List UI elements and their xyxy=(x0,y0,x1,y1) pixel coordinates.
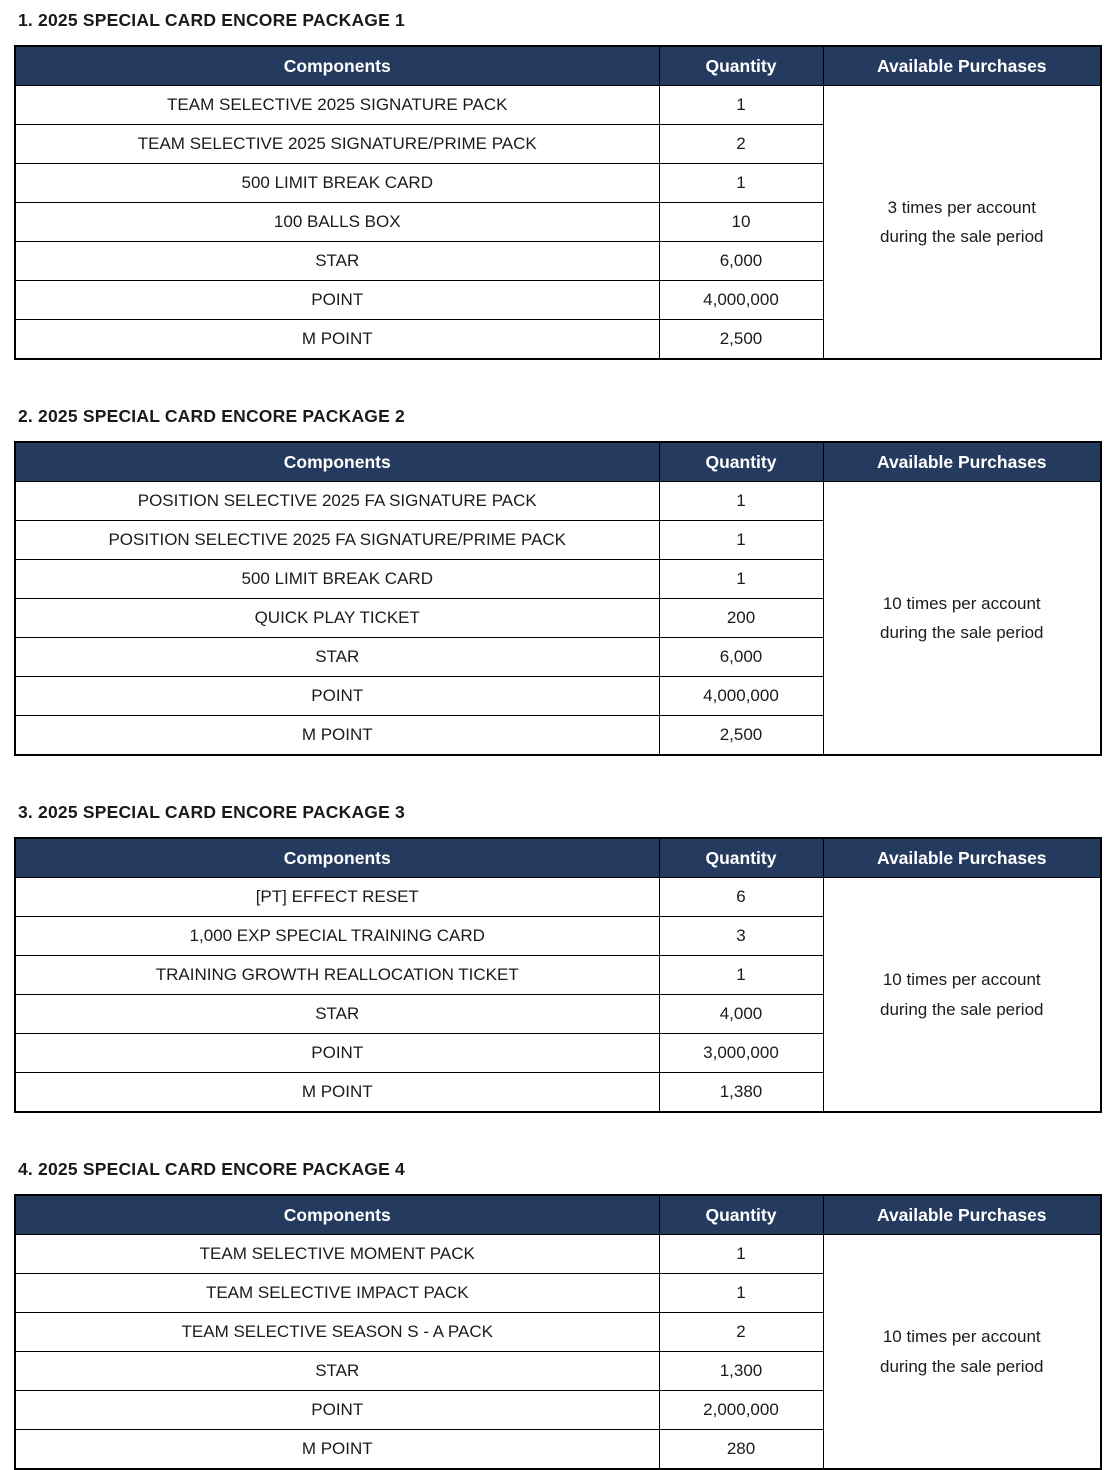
col-header-components: Components xyxy=(15,442,659,482)
component-cell: POINT xyxy=(15,281,659,320)
header-row xyxy=(15,46,1101,86)
quantity-cell: 2,500 xyxy=(659,716,823,756)
table-body xyxy=(15,482,1101,756)
package-section xyxy=(14,1159,1114,1470)
package-table xyxy=(14,837,1102,1113)
col-header-available-purchases: Available Purchases xyxy=(823,1195,1101,1235)
package-table xyxy=(14,45,1102,360)
available-purchases-line: 10 times per account xyxy=(882,970,1041,990)
component-cell: [PT] EFFECT RESET xyxy=(15,878,659,917)
header-row xyxy=(15,442,1101,482)
component-cell: STAR xyxy=(15,242,659,281)
quantity-cell: 1,300 xyxy=(659,1352,823,1391)
table-header xyxy=(15,46,1101,86)
component-cell: POINT xyxy=(15,1034,659,1073)
component-cell: 100 BALLS BOX xyxy=(15,203,659,242)
table-body xyxy=(15,86,1101,360)
package-title: 4. 2025 SPECIAL CARD ENCORE PACKAGE 4 xyxy=(18,1159,405,1179)
component-cell: M POINT xyxy=(15,1430,659,1470)
component-cell: TEAM SELECTIVE 2025 SIGNATURE PACK xyxy=(15,86,659,125)
package-table xyxy=(14,1194,1102,1470)
available-purchases-line: 3 times per account xyxy=(887,197,1036,217)
package-section xyxy=(14,406,1114,756)
available-purchases-cell xyxy=(823,482,1101,756)
table-row xyxy=(15,878,1101,917)
component-cell: TRAINING GROWTH REALLOCATION TICKET xyxy=(15,956,659,995)
component-cell: 1,000 EXP SPECIAL TRAINING CARD xyxy=(15,917,659,956)
quantity-cell: 2 xyxy=(659,125,823,164)
table-body xyxy=(15,878,1101,1113)
table-body xyxy=(15,1235,1101,1470)
quantity-cell: 6 xyxy=(659,878,823,917)
quantity-cell: 1,380 xyxy=(659,1073,823,1113)
col-header-components: Components xyxy=(15,1195,659,1235)
quantity-cell: 4,000,000 xyxy=(659,677,823,716)
quantity-cell: 1 xyxy=(659,521,823,560)
col-header-quantity: Quantity xyxy=(659,442,823,482)
quantity-cell: 280 xyxy=(659,1430,823,1470)
quantity-cell: 1 xyxy=(659,1235,823,1274)
available-purchases-line: 10 times per account xyxy=(882,1327,1041,1347)
table-row xyxy=(15,1235,1101,1274)
col-header-quantity: Quantity xyxy=(659,838,823,878)
package-title: 1. 2025 SPECIAL CARD ENCORE PACKAGE 1 xyxy=(18,10,405,30)
component-cell: POINT xyxy=(15,677,659,716)
col-header-components: Components xyxy=(15,46,659,86)
quantity-cell: 2,500 xyxy=(659,320,823,360)
quantity-cell: 6,000 xyxy=(659,638,823,677)
component-cell: STAR xyxy=(15,638,659,677)
available-purchases-cell xyxy=(823,1235,1101,1470)
quantity-cell: 1 xyxy=(659,164,823,203)
component-cell: POINT xyxy=(15,1391,659,1430)
package-title: 3. 2025 SPECIAL CARD ENCORE PACKAGE 3 xyxy=(18,802,405,822)
quantity-cell: 1 xyxy=(659,482,823,521)
component-cell: POSITION SELECTIVE 2025 FA SIGNATURE/PRIME PACK xyxy=(15,521,659,560)
component-cell: STAR xyxy=(15,1352,659,1391)
quantity-cell: 6,000 xyxy=(659,242,823,281)
quantity-cell: 4,000,000 xyxy=(659,281,823,320)
package-tables-container xyxy=(14,10,1114,1470)
table-row xyxy=(15,482,1101,521)
available-purchases-line: during the sale period xyxy=(879,227,1044,246)
component-cell: M POINT xyxy=(15,1073,659,1113)
header-row xyxy=(15,838,1101,878)
component-cell: M POINT xyxy=(15,320,659,360)
available-purchases-cell xyxy=(823,86,1101,360)
available-purchases-line: during the sale period xyxy=(879,623,1044,642)
component-cell: TEAM SELECTIVE IMPACT PACK xyxy=(15,1274,659,1313)
col-header-components: Components xyxy=(15,838,659,878)
package-section xyxy=(14,10,1114,360)
quantity-cell: 3 xyxy=(659,917,823,956)
quantity-cell: 1 xyxy=(659,560,823,599)
table-header xyxy=(15,442,1101,482)
col-header-available-purchases: Available Purchases xyxy=(823,46,1101,86)
component-cell: 500 LIMIT BREAK CARD xyxy=(15,560,659,599)
component-cell: TEAM SELECTIVE 2025 SIGNATURE/PRIME PACK xyxy=(15,125,659,164)
quantity-cell: 2,000,000 xyxy=(659,1391,823,1430)
available-purchases-line: during the sale period xyxy=(879,999,1044,1019)
quantity-cell: 2 xyxy=(659,1313,823,1352)
quantity-cell: 10 xyxy=(659,203,823,242)
quantity-cell: 200 xyxy=(659,599,823,638)
package-section xyxy=(14,802,1114,1113)
table-header xyxy=(15,1195,1101,1235)
component-cell: TEAM SELECTIVE SEASON S - A PACK xyxy=(15,1313,659,1352)
package-title: 2. 2025 SPECIAL CARD ENCORE PACKAGE 2 xyxy=(18,406,405,426)
component-cell: STAR xyxy=(15,995,659,1034)
available-purchases-cell xyxy=(823,878,1101,1113)
component-cell: 500 LIMIT BREAK CARD xyxy=(15,164,659,203)
quantity-cell: 1 xyxy=(659,86,823,125)
component-cell: POSITION SELECTIVE 2025 FA SIGNATURE PACK xyxy=(15,482,659,521)
component-cell: TEAM SELECTIVE MOMENT PACK xyxy=(15,1235,659,1274)
header-row xyxy=(15,1195,1101,1235)
col-header-quantity: Quantity xyxy=(659,1195,823,1235)
col-header-quantity: Quantity xyxy=(659,46,823,86)
quantity-cell: 1 xyxy=(659,956,823,995)
quantity-cell: 3,000,000 xyxy=(659,1034,823,1073)
component-cell: QUICK PLAY TICKET xyxy=(15,599,659,638)
component-cell: M POINT xyxy=(15,716,659,756)
available-purchases-line: 10 times per account xyxy=(882,593,1041,613)
available-purchases-line: during the sale period xyxy=(879,1356,1044,1376)
quantity-cell: 4,000 xyxy=(659,995,823,1034)
quantity-cell: 1 xyxy=(659,1274,823,1313)
col-header-available-purchases: Available Purchases xyxy=(823,442,1101,482)
table-header xyxy=(15,838,1101,878)
package-table xyxy=(14,441,1102,756)
table-row xyxy=(15,86,1101,125)
col-header-available-purchases: Available Purchases xyxy=(823,838,1101,878)
